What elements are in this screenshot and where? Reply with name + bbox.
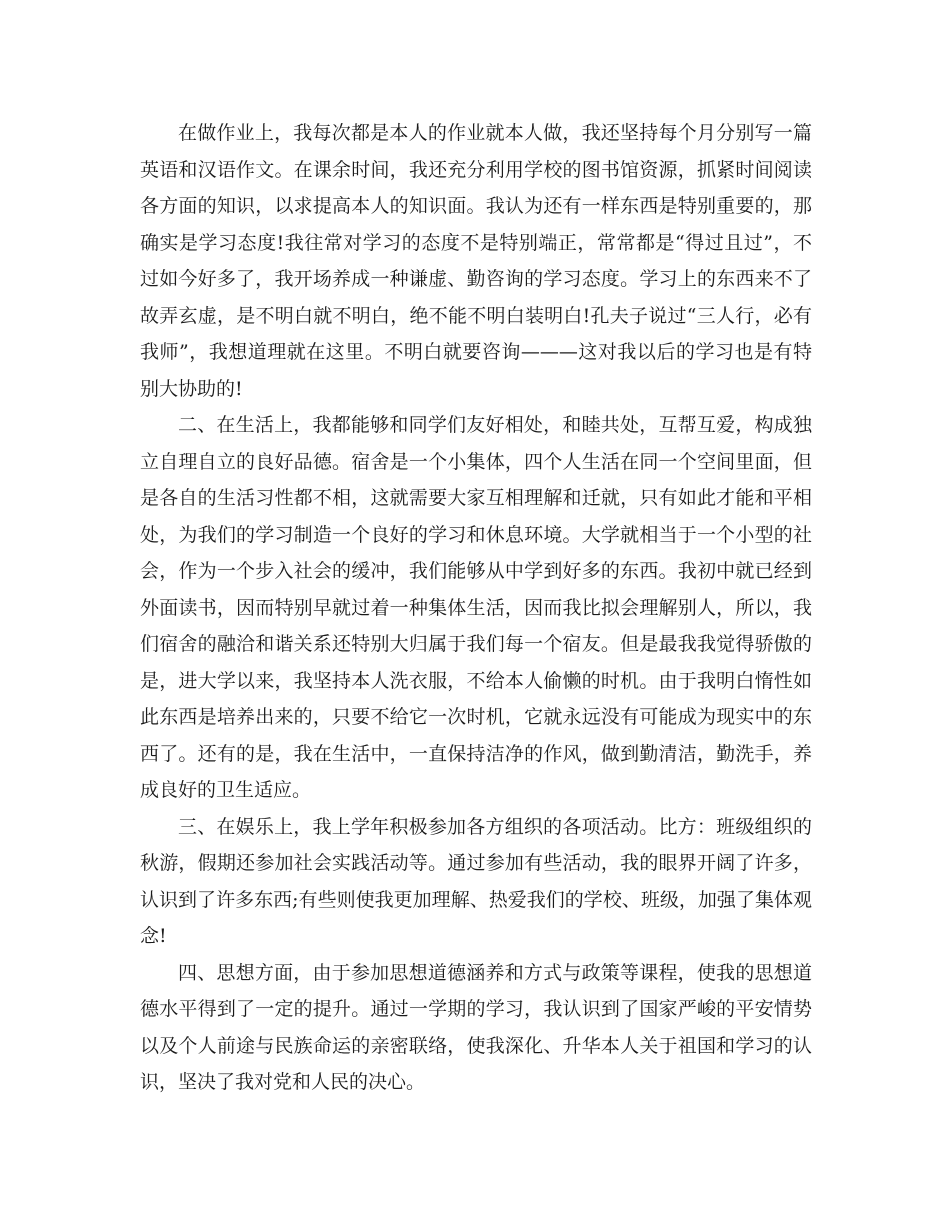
- paragraph-entertainment: 三、在娱乐上，我上学年积极参加各方组织的各项活动。比方：班级组织的秋游，假期还参加社会实践活动等。通过参加有些活动，我的眼界开阔了许多，认识到了许多东西;有些则使我更加理解、热爱我们的学校、班级，加强了集体观念!: [140, 815, 812, 947]
- paragraph-thought: 四、思想方面，由于参加思想道德涵养和方式与政策等课程，使我的思想道德水平得到了一定的提升。通过一学期的学习，我认识到了国家严峻的平安情势以及个人前途与民族命运的亲密联络，使我深化、升华本人关于祖国和学习的认识，坚决了我对党和人民的决心。: [140, 961, 812, 1093]
- document-body: [140, 115, 812, 1101]
- paragraph-study-habits: 在做作业上，我每次都是本人的作业就本人做，我还坚持每个月分别写一篇英语和汉语作文。在课余时间，我还充分利用学校的图书馆资源，抓紧时间阅读各方面的知识，以求提高本人的知识面。我认为还有一样东西是特别重要的，那确实是学习态度!我往常对学习的态度不是特别端正，常常都是“得过且过”，不过如今好多了，我开场养成一种谦虚、勤咨询的学习态度。学习上的东西来不了故弄玄虚，是不明白就不明白，绝不能不明白装明白!孔夫子说过“三人行，必有我师”，我想道理就在这里。不明白就要咨询———这对我以后的学习也是有特别大协助的!: [140, 122, 812, 400]
- paragraph-life: 二、在生活上，我都能够和同学们友好相处，和睦共处，互帮互爱，构成独立自理自立的良好品德。宿舍是一个小集体，四个人生活在同一个空间里面，但是各自的生活习性都不相，这就需要大家互相理解和迁就，只有如此才能和平相处，为我们的学习制造一个良好的学习和休息环境。大学就相当于一个小型的社会，作为一个步入社会的缓冲，我们能够从中学到好多的东西。我初中就已经到外面读书，因而特别早就过着一种集体生活，因而我比拟会理解别人，所以，我们宿舍的融洽和谐关系还特别大归属于我们每一个宿友。但是最我我觉得骄傲的是，进大学以来，我坚持本人洗衣服，不给本人偷懒的时机。由于我明白惰性如此东西是培养出来的，只要不给它一次时机，它就永远没有可能成为现实中的东西了。还有的是，我在生活中，一直保持洁净的作风，做到勤清洁，勤洗手，养成良好的卫生适应。: [140, 414, 812, 801]
